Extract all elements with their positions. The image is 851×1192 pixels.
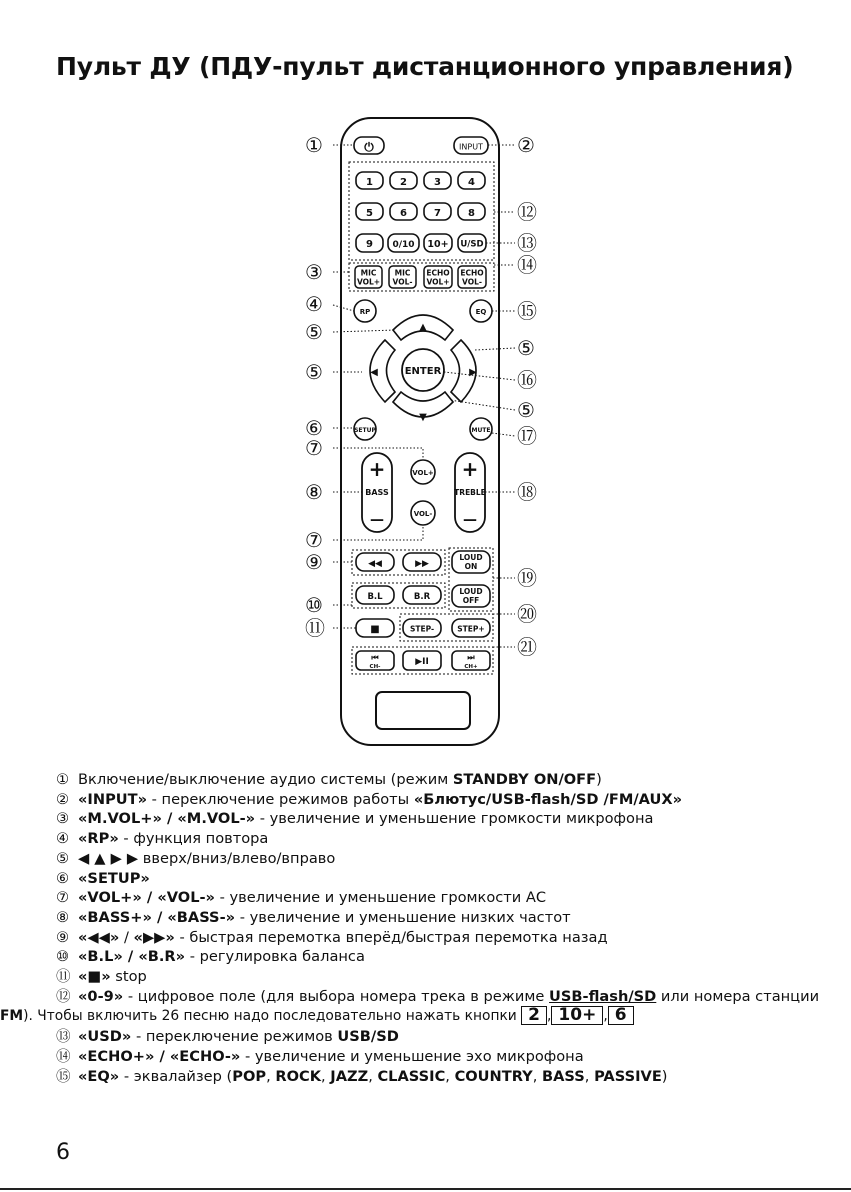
mic-vol-minus-label-1: MIC (394, 268, 411, 278)
legend-item-13 (56, 1027, 846, 1047)
legend-bold: CLASSIC (377, 1067, 446, 1085)
callout-9: ⑨ (305, 550, 323, 574)
stop-icon: ■ (370, 624, 380, 635)
legend-item-4 (56, 829, 846, 849)
legend (0, 770, 846, 1086)
loud-off-label-2: OFF (462, 596, 480, 605)
callout-11: ⑪ (305, 616, 325, 640)
legend-item-15 (56, 1067, 846, 1087)
eq-button-label: EQ (475, 308, 487, 316)
legend-text: , (532, 1067, 542, 1085)
legend-item-6 (56, 869, 846, 889)
legend-number: ③ (56, 810, 70, 828)
callout-5d: ⑤ (517, 398, 535, 422)
legend-number: ⑧ (56, 908, 70, 926)
legend-text: - увеличение и уменьшение громкости АС (214, 889, 547, 907)
legend-text: , (584, 1067, 595, 1085)
legend-bold: «■» (78, 968, 111, 986)
br-button-label: B.R (413, 592, 431, 602)
legend-item-10 (56, 947, 846, 967)
page-number: 6 (56, 1140, 70, 1165)
legend-text: - увеличение и уменьшение громкости микрофона (255, 810, 654, 828)
page-title: Пульт ДУ (ПДУ-пульт дистанционного управления) (56, 52, 794, 81)
legend-text: ) (661, 1067, 668, 1085)
legend-item-14 (56, 1047, 846, 1067)
callout-8: ⑧ (305, 480, 323, 504)
legend-text: - переключение режимов (131, 1028, 338, 1046)
up-arrow-icon: ▲ (419, 322, 427, 333)
legend-text: вверх/вниз/влево/вправо (138, 849, 336, 867)
legend-text: , (266, 1067, 276, 1085)
callout-4: ④ (305, 292, 323, 316)
legend-item-3 (56, 809, 846, 829)
echo-vol-plus-label-1: ECHO (426, 268, 450, 278)
step-plus-label: STEP+ (457, 624, 485, 634)
digit-label-6: 6 (400, 208, 407, 219)
ir-window (376, 692, 470, 729)
prev-icon: ⏮ (371, 653, 379, 662)
legend-bold: «INPUT» (78, 790, 147, 808)
bass-label: BASS (365, 488, 389, 497)
legend-text: Включение/выключение аудио системы (режим (78, 771, 453, 788)
callout-19: ⑲ (517, 566, 537, 590)
legend-item-8 (56, 908, 846, 928)
treble-label: TREBLE (454, 488, 486, 497)
legend-text: - увеличение и уменьшение эхо микрофона (240, 1047, 584, 1065)
legend-item-5 (56, 849, 846, 869)
legend-bold: «B.L» / «B.R» (78, 948, 186, 966)
legend-number: ① (56, 771, 70, 788)
callout-5c: ⑤ (517, 336, 535, 360)
legend-bold: COUNTRY (454, 1067, 533, 1085)
next-icon: ⏭ (467, 653, 475, 662)
callout-7b: ⑦ (305, 528, 323, 552)
legend-bold: USB-flash/SD (549, 987, 657, 1005)
legend-number: ⑩ (56, 948, 70, 966)
mic-vol-plus-label-2: VOL+ (356, 277, 381, 287)
digit-label-0-10: 0/10 (392, 240, 415, 250)
callout-3: ③ (305, 260, 323, 284)
legend-text: - быстрая перемотка вперёд/быстрая перемотка назад (174, 928, 608, 946)
leader-17 (492, 433, 515, 436)
digit-label-4: 4 (468, 177, 475, 188)
loud-on-label-1: LOUD (459, 553, 483, 562)
callout-1: ① (305, 133, 323, 157)
legend-item-11 (56, 967, 846, 987)
bottom-rule (0, 1188, 851, 1190)
digit-label-8: 8 (468, 208, 475, 219)
legend-number: ⑭ (56, 1047, 71, 1065)
vol-minus-button-label: VOL- (413, 510, 433, 518)
legend-bold: «M.VOL+» / «M.VOL-» (78, 810, 256, 828)
callout-7a: ⑦ (305, 436, 323, 460)
legend-bold: USB/SD (337, 1028, 399, 1046)
bass-plus-icon: + (368, 457, 386, 481)
legend-number: ⑤ (56, 849, 70, 867)
legend-bold: «VOL+» / «VOL-» (78, 889, 215, 907)
legend-bold: «USD» (78, 1028, 132, 1046)
digit-label-5: 5 (366, 208, 373, 219)
legend-text: stop (110, 968, 147, 986)
legend-number: ④ (56, 830, 70, 848)
digit-label-10-plus: 10+ (427, 239, 449, 250)
callout-16: ⑯ (517, 368, 537, 392)
legend-bold: «0-9» (78, 987, 124, 1005)
legend-text: ). Чтобы включить 26 песню надо последовательно нажать кнопки (23, 1008, 522, 1025)
leader-5a (333, 330, 396, 332)
legend-bold: JAZZ (330, 1067, 369, 1085)
legend-arrows: ◀ ▲ ▶ ▶ (78, 849, 139, 867)
legend-bold: «Блютус/USB-flash/SD /FM/AUX» (413, 790, 683, 808)
legend-separator: , (547, 1008, 552, 1025)
legend-text: - цифровое поле (для выбора номера трека в режиме (123, 987, 550, 1005)
input-button-label: INPUT (459, 142, 483, 152)
legend-item-2 (56, 790, 846, 810)
legend-bold: «BASS+» / «BASS-» (78, 908, 236, 926)
callout-14: ⑭ (517, 253, 537, 277)
step-minus-label: STEP- (409, 624, 435, 634)
rewind-icon: ◀◀ (368, 559, 382, 569)
callout-5a: ⑤ (305, 320, 323, 344)
legend-bold: «◀◀» (78, 928, 120, 946)
legend-bold: BASS (542, 1067, 585, 1085)
callout-10: ⑩ (305, 593, 323, 617)
mic-vol-plus-label-1: MIC (360, 268, 377, 278)
legend-text: , (445, 1067, 455, 1085)
mute-button-label: MUTE (471, 427, 491, 434)
key-box-2: 2 (521, 1006, 547, 1025)
legend-item-7 (56, 888, 846, 908)
digit-label-3: 3 (434, 177, 441, 188)
next-ch-label: CH+ (464, 664, 478, 670)
legend-text: - переключение режимов работы (147, 790, 414, 808)
legend-bold: «SETUP» (78, 869, 150, 887)
legend-bold: «▶▶» (133, 928, 175, 946)
legend-number: ② (56, 790, 70, 808)
legend-item-12-continued (0, 1006, 846, 1027)
legend-bold: PASSIVE (594, 1067, 662, 1085)
legend-separator: , (603, 1008, 608, 1025)
callout-6: ⑥ (305, 416, 323, 440)
legend-text: - функция повтора (118, 830, 269, 848)
legend-item-12 (56, 987, 846, 1007)
legend-number: ⑮ (56, 1067, 71, 1085)
legend-text: , (368, 1067, 378, 1085)
leader-4 (333, 305, 354, 311)
legend-text: ) (596, 771, 602, 788)
callout-18: ⑱ (517, 480, 537, 504)
mic-vol-minus-label-2: VOL- (392, 277, 413, 287)
legend-text: - регулировка баланса (185, 948, 365, 966)
rp-button-label: RP (359, 308, 371, 316)
setup-button-label: SETUP (354, 427, 376, 434)
loud-on-label-2: ON (464, 562, 478, 571)
treble-plus-icon: + (461, 457, 479, 481)
fast-forward-icon: ▶▶ (415, 559, 429, 569)
legend-item-9 (56, 928, 846, 948)
enter-button-label: ENTER (404, 366, 442, 377)
legend-number: ⑪ (56, 968, 71, 986)
legend-bold: «EQ» (78, 1067, 120, 1085)
play-pause-icon: ▶II (415, 657, 429, 667)
legend-bold: «RP» (78, 830, 119, 848)
legend-bold: STANDBY ON/OFF (452, 771, 597, 788)
left-arrow-icon: ◀ (370, 367, 378, 378)
vol-plus-button-label: VOL+ (412, 469, 434, 477)
legend-bold: ROCK (275, 1067, 322, 1085)
leader-16 (444, 372, 515, 380)
digit-label-1: 1 (366, 177, 373, 188)
callout-17: ⑰ (517, 424, 537, 448)
legend-text: - эквалайзер ( (119, 1067, 233, 1085)
key-box-6: 6 (608, 1006, 634, 1025)
legend-number: ⑥ (56, 869, 70, 887)
echo-vol-minus-label-1: ECHO (460, 268, 484, 278)
callout-2: ② (517, 133, 535, 157)
power-icon: ⏻ (364, 140, 374, 154)
digit-label-9: 9 (366, 239, 373, 250)
bass-minus-icon: — (370, 512, 384, 528)
echo-vol-minus-label-2: VOL- (462, 277, 482, 287)
legend-text: или номера станции (656, 987, 820, 1005)
legend-number: ⑨ (56, 928, 70, 946)
leader-5c (475, 348, 515, 350)
legend-bold: «ECHO+» / «ECHO-» (78, 1047, 241, 1065)
prev-ch-label: CH- (369, 664, 381, 670)
callout-13: ⑬ (517, 231, 537, 255)
right-arrow-icon: ▶ (469, 367, 477, 378)
usd-button-label: U/SD (460, 239, 484, 250)
digit-label-2: 2 (400, 177, 407, 188)
legend-text: - увеличение и уменьшение низких частот (235, 908, 571, 926)
bl-button-label: B.L (367, 592, 383, 602)
echo-vol-plus-label-2: VOL+ (426, 277, 450, 287)
key-box-10-plus: 10+ (551, 1006, 603, 1025)
legend-number: ⑫ (56, 987, 71, 1005)
callout-12: ⑫ (517, 200, 537, 224)
legend-text: , (321, 1067, 331, 1085)
digit-label-7: 7 (434, 208, 441, 219)
legend-item-1 (56, 770, 846, 790)
legend-bold: FM (0, 1008, 24, 1025)
down-arrow-icon: ▼ (419, 412, 427, 423)
callout-15: ⑮ (517, 299, 537, 323)
callout-5b: ⑤ (305, 360, 323, 384)
legend-number: ⑦ (56, 889, 70, 907)
legend-text: / (119, 928, 134, 946)
treble-minus-icon: — (463, 512, 477, 528)
legend-bold: POP (232, 1067, 267, 1085)
loud-off-label-1: LOUD (459, 587, 483, 596)
callout-20: ⑳ (517, 602, 537, 626)
legend-number: ⑬ (56, 1028, 71, 1046)
callout-21: ㉑ (517, 635, 537, 659)
